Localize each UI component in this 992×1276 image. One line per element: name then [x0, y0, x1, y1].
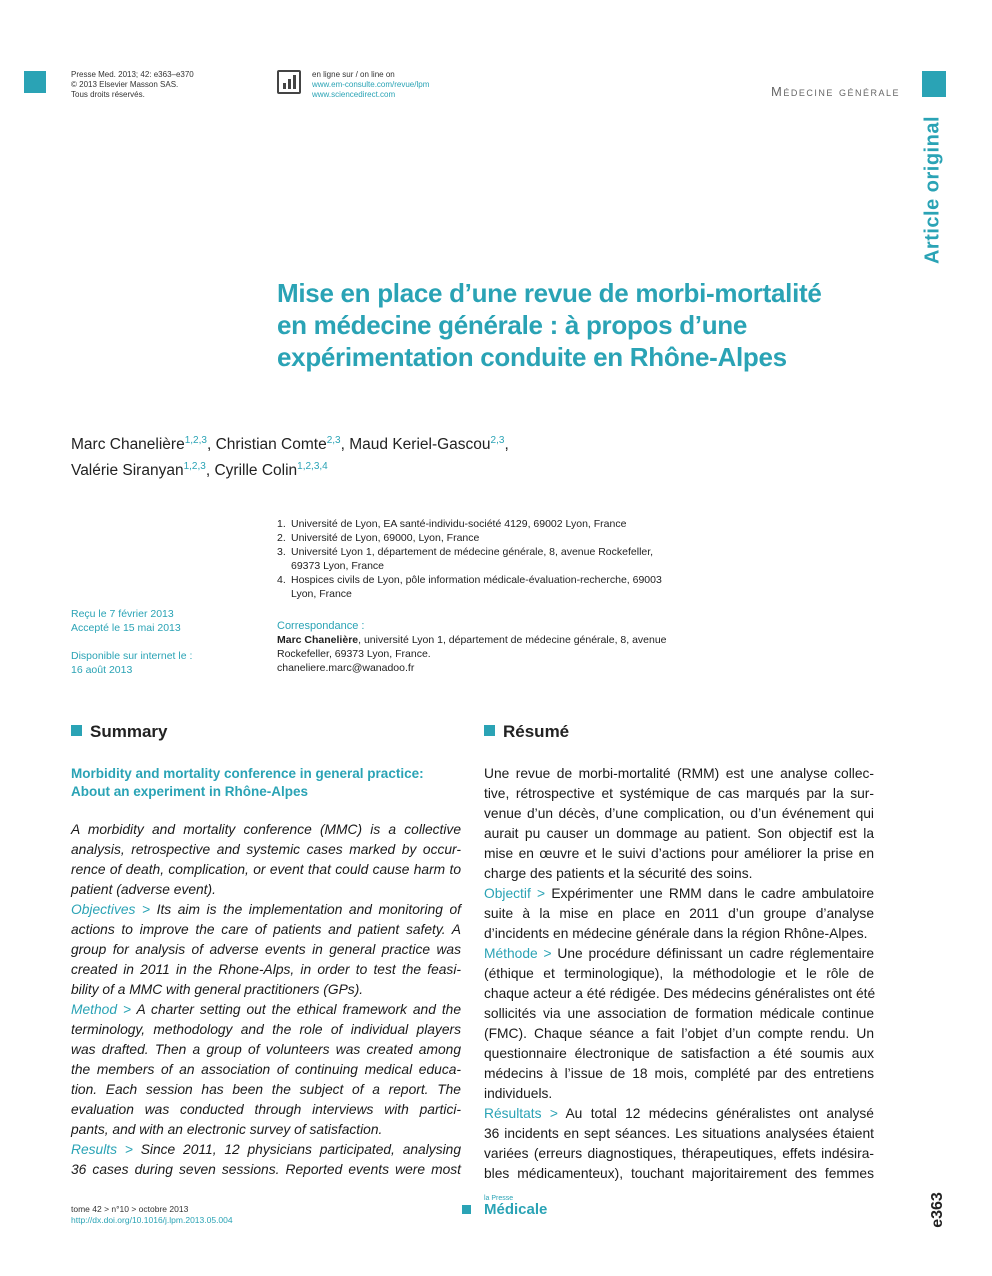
date-received: Reçu le 7 février 2013: [71, 608, 174, 620]
author-name: Marc Chanelière: [71, 436, 185, 454]
affiliation-item: [277, 517, 697, 531]
body-line: [484, 1144, 874, 1164]
body-text: A charter setting out the ethical framework and the: [136, 1002, 461, 1017]
title-line: expérimentation conduite en Rhône-Alpes: [277, 342, 787, 372]
author-name: Valérie Siranyan: [71, 462, 184, 480]
author-line: [71, 430, 509, 456]
body-line: [71, 920, 461, 940]
title-line: Mise en place d’une revue de morbi-mortalité: [277, 278, 822, 308]
date-online-label: Disponible sur internet le :: [71, 650, 193, 662]
body-line: [484, 1124, 874, 1144]
body-line: [71, 960, 461, 980]
affiliation-number: 3.: [277, 546, 286, 558]
correspondence-email[interactable]: chaneliere.marc@wanadoo.fr: [277, 662, 415, 674]
affiliation-text: Lyon, France: [291, 588, 352, 600]
author-sep: ,: [205, 462, 215, 480]
body-text: tive, rétrospective et systémique de cas marqués par la sur-: [484, 786, 874, 801]
doi-link[interactable]: http://dx.doi.org/10.1016/j.lpm.2013.05.004: [71, 1215, 233, 1225]
body-line: [71, 840, 461, 860]
body-text: A morbidity and mortality conference (MMC) is a collective: [71, 822, 461, 837]
online-link[interactable]: www.em-consulte.com/revue/lpm: [312, 80, 430, 89]
summary-title: [71, 765, 461, 801]
affiliation-text: 69373 Lyon, France: [291, 560, 385, 572]
citation-line: Presse Med. 2013; 42: e363–e370: [71, 70, 194, 79]
body-text: (FMC). Chaque séance a fait l’objet d’un compte rendu. Un: [484, 1026, 874, 1041]
keyword-label: Résultats >: [484, 1106, 566, 1121]
body-text: d’incidents en médecine générale dans la région Rhône-Alpes.: [484, 926, 868, 941]
page-number-box: [918, 1190, 958, 1230]
body-line: [484, 824, 874, 844]
affiliation-item: [277, 573, 697, 601]
body-line: [484, 1104, 874, 1124]
body-line: [484, 884, 874, 904]
body-line: [71, 1020, 461, 1040]
author-sep: ,: [504, 436, 509, 454]
body-line: [71, 1040, 461, 1060]
summary-body: [71, 820, 461, 1180]
body-line: [484, 1084, 874, 1104]
page-number: e363: [929, 1192, 946, 1228]
resume-body: [484, 764, 874, 1184]
body-text: chaque acteur a été rédigée. Des médecins généralistes ont été: [484, 986, 876, 1001]
article-type-vertical: [908, 115, 958, 265]
body-line: [71, 1080, 461, 1100]
body-text: actions to improve the care of patients and patient safety. A: [71, 922, 461, 937]
body-text: questionnaire électronique de satisfaction a été soumis aux: [484, 1046, 874, 1061]
dates-online: [71, 649, 192, 677]
body-line: [71, 1060, 461, 1080]
body-line: [484, 984, 874, 1004]
body-text: was drafted. Then a group of volunteers was created among: [71, 1042, 461, 1057]
author-sep: ,: [206, 436, 216, 454]
issue-info: tome 42 > n°10 > octobre 2013: [71, 1204, 189, 1214]
body-line: [71, 1100, 461, 1120]
resume-heading-text: Résumé: [503, 722, 570, 741]
keyword-label: Objectives >: [71, 902, 157, 917]
correspondence-address: , université Lyon 1, département de médecine générale, 8, avenue: [358, 634, 667, 646]
summary-heading: [71, 722, 167, 742]
body-text: aurait pu causer un dommage au patient. Son objectif est la: [484, 826, 874, 841]
body-text: evaluation was conducted through interviews with partici-: [71, 1102, 461, 1117]
online-block: [312, 70, 429, 100]
online-label: en ligne sur / on line on: [312, 70, 395, 79]
logo-small: la Presse: [484, 1195, 514, 1202]
keyword-label: Objectif >: [484, 886, 552, 901]
author-affil: 1,2,3: [183, 461, 206, 473]
affiliation-text: Université Lyon 1, département de médecine générale, 8, avenue Rockefeller,: [291, 546, 654, 558]
article-type: Article original: [921, 115, 944, 265]
body-text: médecins à l’issue de 18 mois, complété par des entretiens: [484, 1066, 874, 1081]
footer: [71, 1204, 233, 1226]
body-line: [71, 880, 461, 900]
corner-square-right: [922, 71, 946, 97]
keyword-label: Method >: [71, 1002, 137, 1017]
corner-square-left: [24, 71, 46, 93]
body-line: [71, 1120, 461, 1140]
correspondence: [277, 619, 697, 675]
body-text: analysis, retrospective and systemic cases marked by occur-: [71, 842, 461, 857]
summary-title-line: About an experiment in Rhône-Alpes: [71, 784, 309, 799]
body-text: sollicités via une association de formation médicale continue: [484, 1006, 874, 1021]
author-affil: 1,2,3: [184, 435, 207, 446]
affiliation-number: 4.: [277, 574, 286, 586]
body-text: Since 2011, 12 physicians participated, analysing: [140, 1142, 462, 1157]
keyword-label: Méthode >: [484, 946, 558, 961]
author-affil: 2,3: [326, 435, 341, 446]
body-line: [484, 1004, 874, 1024]
body-line: [484, 904, 874, 924]
body-text: patient (adverse event).: [71, 882, 216, 897]
body-text: individuels.: [484, 1086, 553, 1101]
heading-square-icon: [71, 725, 82, 736]
body-line: [484, 1024, 874, 1044]
citation-line: Tous droits réservés.: [71, 90, 145, 99]
body-text: group for analysis of adverse events in general practice was: [71, 942, 461, 957]
author-affil: 2,3: [490, 435, 505, 446]
body-text: created in 2011 in the Rhone-Alps, in order to test the feasi-: [71, 962, 461, 977]
body-text: mise en œuvre et le suivi d’actions pour améliorer la prise en: [484, 846, 874, 861]
affiliation-text: Université de Lyon, 69000, Lyon, France: [291, 532, 480, 544]
body-text: Expérimenter une RMM dans le cadre ambulatoire: [551, 886, 875, 901]
body-text: Au total 12 médecins généralistes ont analysé: [565, 1106, 874, 1121]
body-line: [71, 1160, 461, 1180]
body-line: [484, 864, 874, 884]
date-accepted: Accepté le 15 mai 2013: [71, 622, 181, 634]
author-affil: 1,2,3,4: [297, 461, 328, 473]
author-list: [71, 430, 509, 482]
dates-received: [71, 607, 181, 635]
body-text: rence of death, complication, or event that could cause harm to: [71, 862, 461, 877]
body-line: [484, 1164, 874, 1184]
body-text: 36 incidents en sept séances. Les situations analysées étaient: [484, 1126, 874, 1141]
body-text: suite à la mise en place en 2011 d’un groupe d’analyse: [484, 906, 874, 921]
body-text: pants, and with an electronic survey of satisfaction.: [71, 1122, 383, 1137]
author-name: Maud Keriel-Gascou: [349, 436, 491, 454]
body-line: [71, 820, 461, 840]
body-line: [484, 924, 874, 944]
affiliations: [277, 517, 697, 601]
body-text: Une procédure définissant un cadre réglementaire: [557, 946, 874, 961]
body-line: [71, 1140, 461, 1160]
date-online: 16 août 2013: [71, 664, 133, 676]
summary-title-line: Morbidity and mortality conference in general practice:: [71, 766, 424, 781]
body-text: Une revue de morbi-mortalité (RMM) est une analyse collec-: [484, 766, 874, 781]
body-line: [484, 764, 874, 784]
body-line: [484, 1044, 874, 1064]
correspondence-line: [277, 633, 697, 647]
body-text: variées (erreurs diagnostiques, thérapeutiques, effets indésira-: [484, 1146, 874, 1161]
article-title: [277, 277, 897, 373]
citation-block: [71, 70, 194, 100]
body-text: (éthique et terminologique), la méthodologie et le rôle de: [484, 966, 874, 981]
body-text: charge des patients et la sécurité des soins.: [484, 866, 753, 881]
body-text: terminology, methodology and the role of individual players: [71, 1022, 461, 1037]
citation-line: © 2013 Elsevier Masson SAS.: [71, 80, 179, 89]
bar-chart-icon: [277, 70, 301, 94]
logo-square-icon: [462, 1205, 471, 1214]
affiliation-text: Hospices civils de Lyon, pôle information médicale-évaluation-recherche, 69003: [291, 574, 662, 586]
body-line: [71, 980, 461, 1000]
keyword-label: Results >: [71, 1142, 141, 1157]
online-link[interactable]: www.sciencedirect.com: [312, 90, 396, 99]
affiliation-item: [277, 545, 697, 573]
section-tag: Médecine générale: [771, 84, 900, 99]
body-text: the members of an association of continuing medical educa-: [71, 1062, 461, 1077]
body-line: [71, 1000, 461, 1020]
summary-heading-text: Summary: [90, 722, 168, 741]
body-line: [484, 944, 874, 964]
body-line: [71, 860, 461, 880]
affiliation-number: 1.: [277, 518, 286, 530]
body-line: [484, 784, 874, 804]
body-text: bles médicamenteux), touchant majoritairement des femmes: [484, 1166, 874, 1181]
body-line: [71, 900, 461, 920]
body-text: bility of a MMC with general practitioners (GPs).: [71, 982, 364, 997]
body-text: 36 cases during seven sessions. Reported events were most: [71, 1162, 461, 1177]
body-line: [484, 1064, 874, 1084]
title-line: en médecine générale : à propos d’une: [277, 310, 748, 340]
author-name: Christian Comte: [215, 436, 327, 454]
body-text: tion. Each session has been the subject of a report. The: [71, 1082, 461, 1097]
heading-square-icon: [484, 725, 495, 736]
correspondence-line: Rockefeller, 69373 Lyon, France.: [277, 648, 431, 660]
affiliation-number: 2.: [277, 532, 286, 544]
body-line: [484, 804, 874, 824]
author-line: [71, 456, 509, 482]
resume-heading: [484, 722, 569, 742]
affiliation-item: [277, 531, 697, 545]
author-sep: ,: [340, 436, 350, 454]
body-line: [71, 940, 461, 960]
affiliation-text: Université de Lyon, EA santé-individu-société 4129, 69002 Lyon, France: [291, 518, 627, 530]
body-text: venue d’un décès, d’une complication, ou d’un événement qui: [484, 806, 874, 821]
body-line: [484, 844, 874, 864]
body-text: Its aim is the implementation and monitoring of: [156, 902, 462, 917]
logo-big: Médicale: [484, 1201, 548, 1218]
body-line: [484, 964, 874, 984]
author-name: Cyrille Colin: [214, 462, 298, 480]
correspondence-name: Marc Chanelière: [277, 634, 359, 646]
correspondence-heading: Correspondance :: [277, 620, 365, 632]
